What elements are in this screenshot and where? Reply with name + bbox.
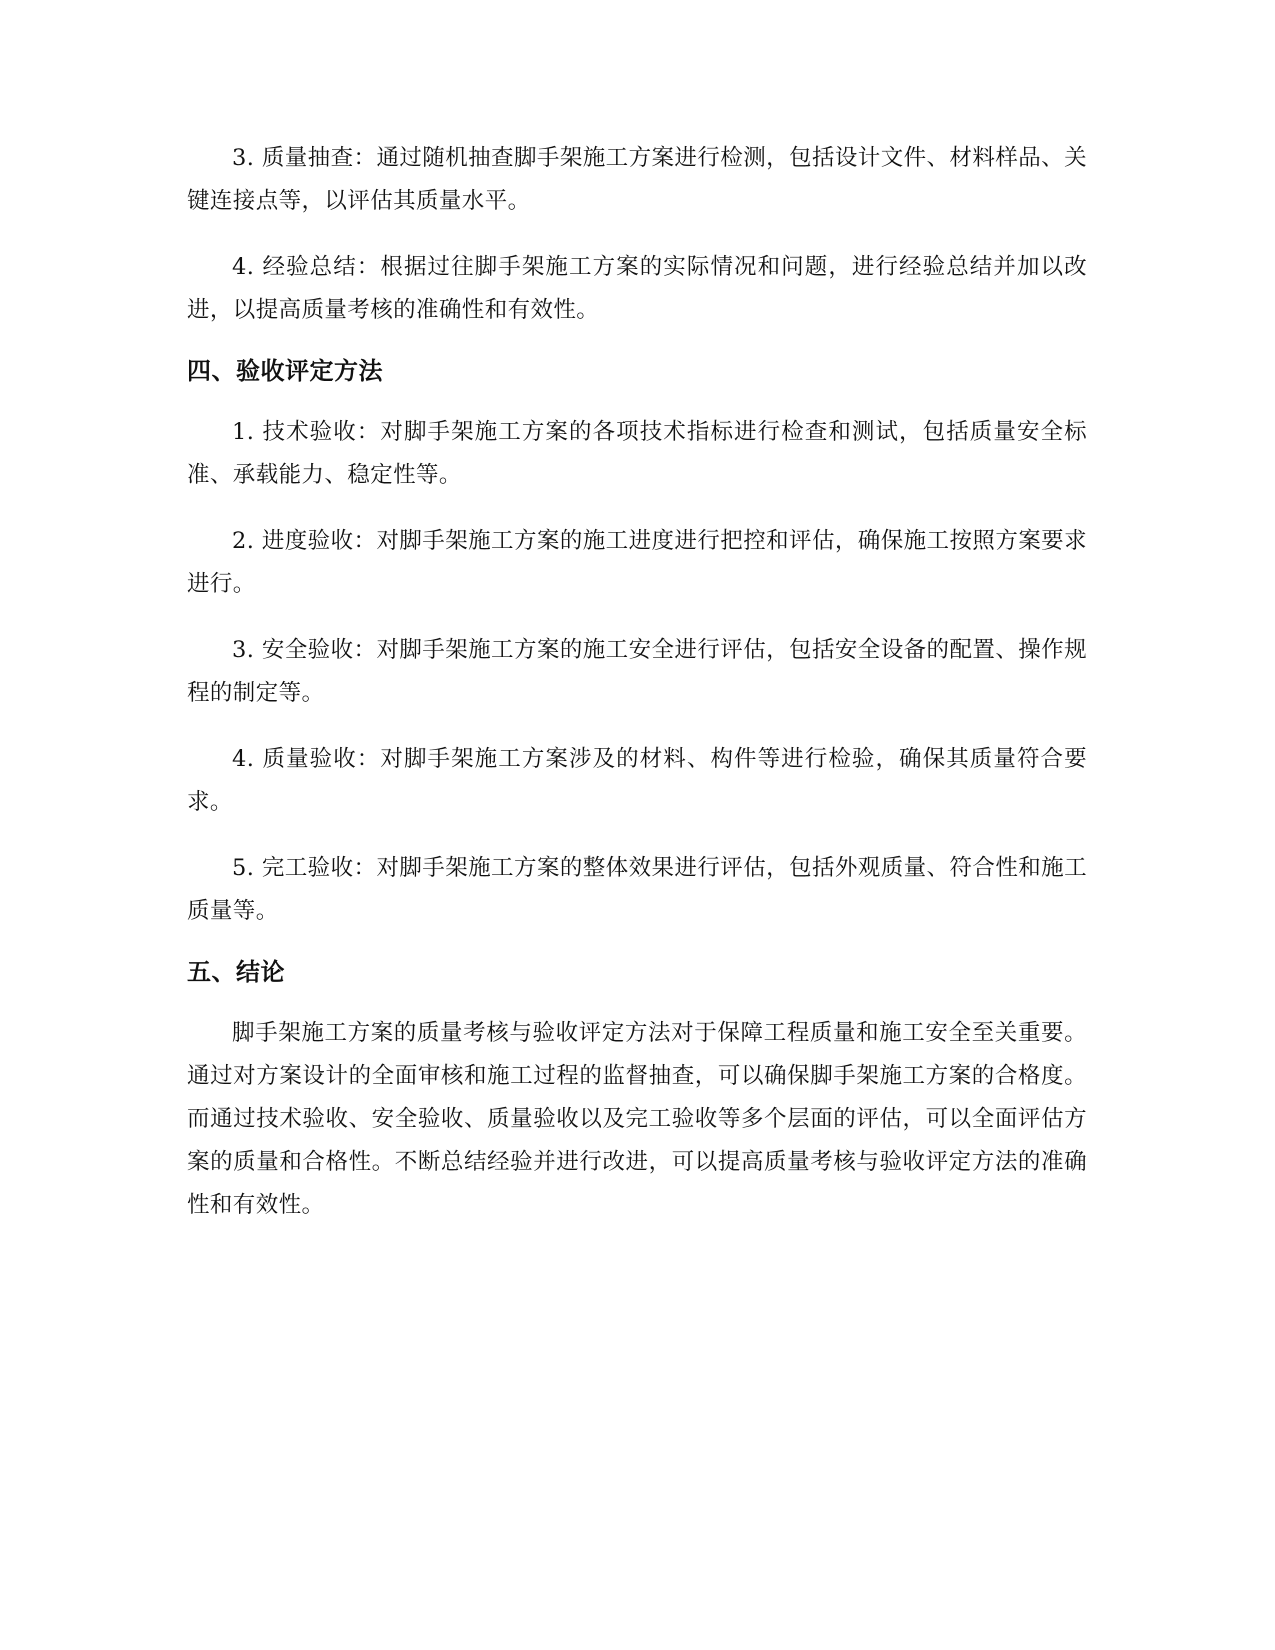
paragraph-technical-acceptance: 1. 技术验收：对脚手架施工方案的各项技术指标进行检查和测试，包括质量安全标准、承载能力、稳定性等。: [187, 419, 1087, 488]
paragraph-progress-acceptance: 2. 进度验收：对脚手架施工方案的施工进度进行把控和评估，确保施工按照方案要求进行。: [187, 528, 1087, 597]
paragraph-quality-acceptance: 4. 质量验收：对脚手架施工方案涉及的材料、构件等进行检验，确保其质量符合要求。: [187, 746, 1087, 815]
paragraph-experience-summary: 4. 经验总结：根据过往脚手架施工方案的实际情况和问题，进行经验总结并加以改进，以提高质量考核的准确性和有效性。: [187, 254, 1087, 323]
paragraph-completion-acceptance: 5. 完工验收：对脚手架施工方案的整体效果进行评估，包括外观质量、符合性和施工质量等。: [187, 855, 1087, 924]
paragraph-quality-spot-check: 3. 质量抽查：通过随机抽查脚手架施工方案进行检测，包括设计文件、材料样品、关键连接点等，以评估其质量水平。: [187, 145, 1087, 214]
paragraph-conclusion: 脚手架施工方案的质量考核与验收评定方法对于保障工程质量和施工安全至关重要。通过对方案设计的全面审核和施工过程的监督抽查，可以确保脚手架施工方案的合格度。而通过技术验收、安全验收、质量验收以及完工验收等多个层面的评估，可以全面评估方案的质量和合格性。不断总结经验并进行改进，可以提高质量考核与验收评定方法的准确性和有效性。: [187, 1020, 1087, 1218]
section-heading-conclusion: 五、结论: [187, 958, 285, 986]
paragraph-safety-acceptance: 3. 安全验收：对脚手架施工方案的施工安全进行评估，包括安全设备的配置、操作规程的制定等。: [187, 637, 1087, 706]
document-page: [187, 137, 1087, 1227]
section-heading-acceptance-methods: 四、验收评定方法: [187, 357, 383, 385]
